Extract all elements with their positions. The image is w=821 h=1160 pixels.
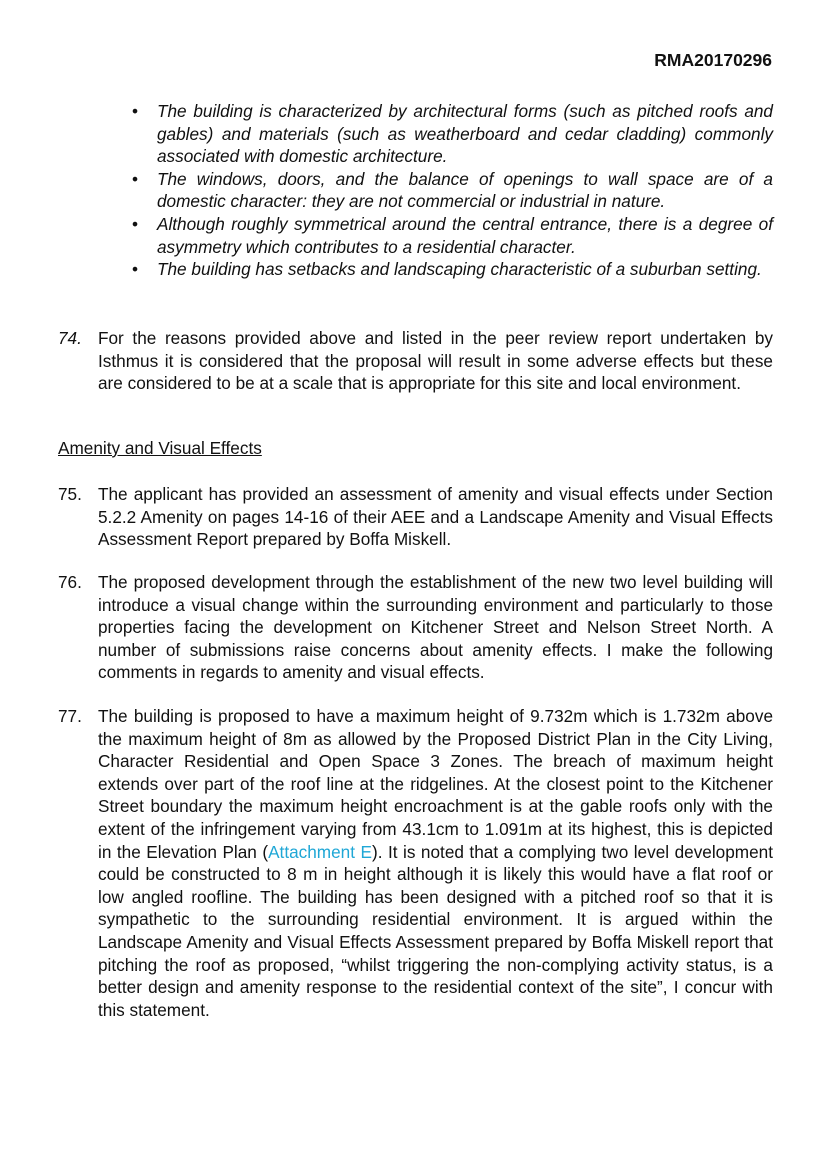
bullet-icon: • xyxy=(132,168,139,189)
attachment-e-link[interactable]: Attachment E xyxy=(268,841,372,862)
paragraph-74 xyxy=(58,327,773,395)
bullet-item: • The building is characterized by architectural forms (such as pitched roofs and gables) and materials (such as weatherboard and cedar cladding) commonly associated with domestic architecture. xyxy=(132,101,773,167)
bullet-icon: • xyxy=(132,213,139,234)
paragraph-number: 75. xyxy=(58,484,82,504)
paragraph-text: The proposed development through the establishment of the new two level building will introduce a visual change within the surrounding environment and particularly to those properties facing the development on Kitchener Street and Nelson Street North. A number of submissions raise concerns about amenity effects. I make the following comments in regards to amenity and visual effects. xyxy=(98,572,773,683)
paragraph-text: The building is proposed to have a maximum height of 9.732m which is 1.732m above the maximum height of 8m as allowed by the Proposed District Plan in the City Living, Character Residential and Open Space 3 Zones. The breach of maximum height extends over part of the roof line at the ridgelines. At the closest point to the Kitchener Street boundary the maximum height encroachment is at the gable roofs only with the extent of the infringement varying from 43.1cm to 1.091m at its highest, this is depicted in the Elevation Plan (Attachment E). It is noted that a complying two level development could be constructed to 8 m in height although it is likely this would have a flat roof or low angled roofline. The building has been designed with a pitched roof so that it is sympathetic to the surrounding residential environment. It is argued within the Landscape Amenity and Visual Effects Assessment prepared by Boffa Miskell report that pitching the roof as proposed, “whilst triggering the non-complying activity status, is a better design and amenity response to the residential context of the site”, I concur with this statement. xyxy=(98,706,773,1020)
bullet-item: • The building has setbacks and landscaping characteristic of a suburban setting. xyxy=(132,259,762,280)
reference-number: RMA20170296 xyxy=(654,50,772,70)
bullet-item: • The windows, doors, and the balance of openings to wall space are of a domestic character: they are not commercial or industrial in nature. xyxy=(132,168,773,212)
bullet-item: • Although roughly symmetrical around the central entrance, there is a degree of asymmetry which contributes to a residential character. xyxy=(132,213,773,257)
bullet-icon: • xyxy=(132,259,139,280)
paragraph-text: The applicant has provided an assessment of amenity and visual effects under Section 5.2.2 Amenity on pages 14-16 of their AEE and a Landscape Amenity and Visual Effects Assessment Report prepared by Boffa Miskell. xyxy=(98,484,773,550)
paragraph-75 xyxy=(58,483,773,551)
paragraph-number: 76. xyxy=(58,572,82,592)
paragraph-77 xyxy=(58,705,773,1021)
bullet-list xyxy=(128,100,773,281)
section-heading: Amenity and Visual Effects xyxy=(58,438,262,458)
paragraph-76 xyxy=(58,571,773,684)
paragraph-text: For the reasons provided above and listed in the peer review report undertaken by Isthmus it is considered that the proposal will result in some adverse effects but these are considered to be at a scale that is appropriate for this site and local environment. xyxy=(98,328,773,394)
paragraph-number: 74. xyxy=(58,328,82,348)
paragraph-number: 77. xyxy=(58,706,82,726)
bullet-icon: • xyxy=(132,101,139,121)
